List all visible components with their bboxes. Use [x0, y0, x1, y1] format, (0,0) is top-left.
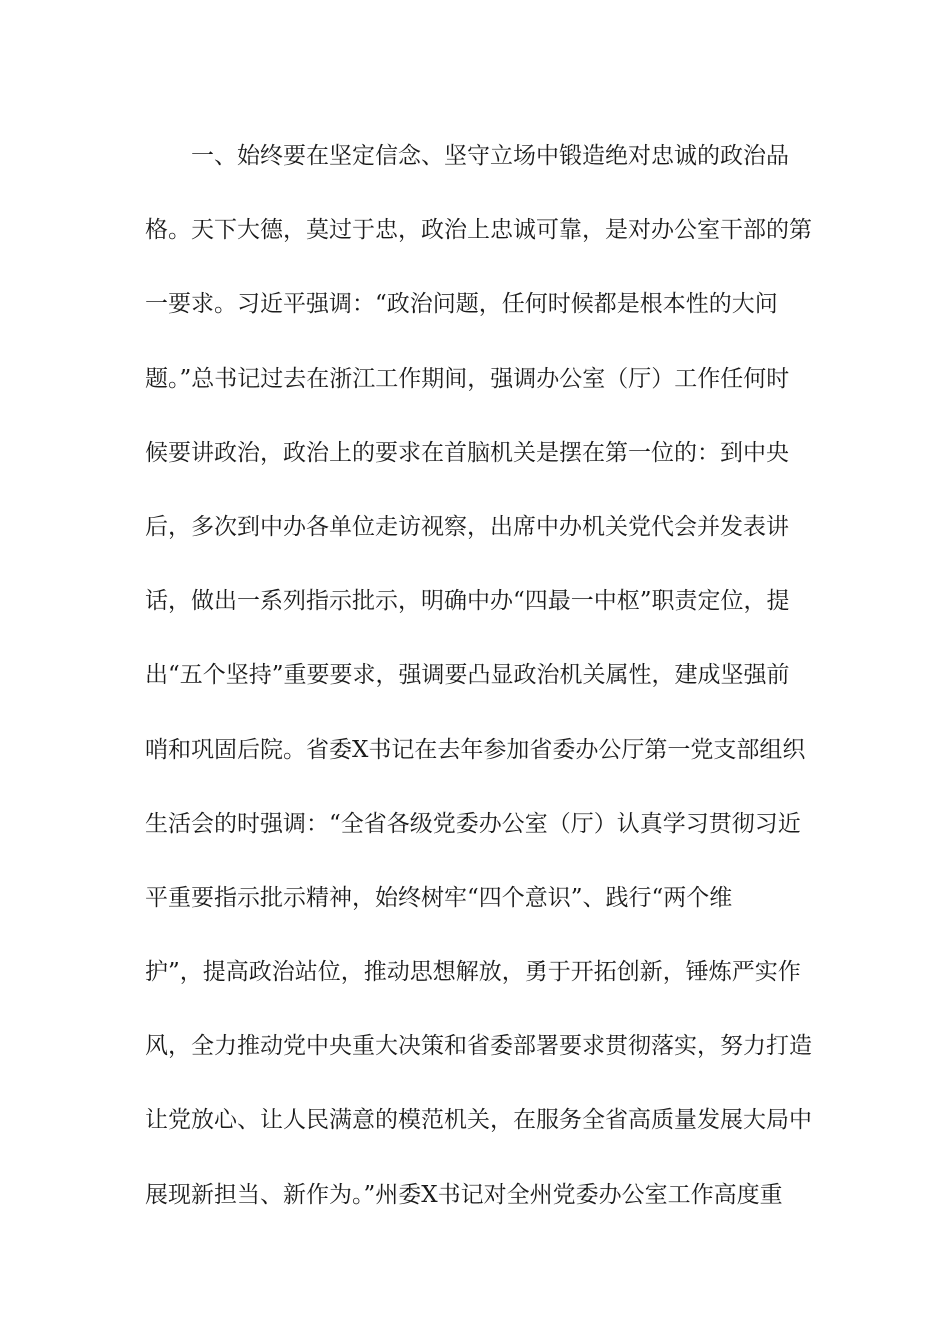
text-line: 护”，提高政治站位，推动思想解放，勇于开拓创新，锤炼严实作 [145, 959, 801, 986]
body-paragraph [145, 133, 812, 1246]
text-line: 让党放心、让人民满意的模范机关，在服务全省高质量发展大局中 [145, 1107, 812, 1134]
text-line: 一要求。习近平强调：“政治问题，任何时候都是根本性的大问 [145, 291, 778, 318]
text-line: 生活会的时强调：“全省各级党委办公室（厅）认真学习贯彻习近 [145, 810, 801, 837]
text-line: 一、始终要在坚定信念、坚守立场中锻造绝对忠诚的政治品 [191, 143, 789, 169]
text-line: 格。天下大德，莫过于忠，政治上忠诚可靠，是对办公室干部的第 [145, 217, 812, 244]
text-line: 出“五个坚持”重要要求，强调要凸显政治机关属性，建成坚强前 [145, 662, 790, 689]
text-line: 后，多次到中办各单位走访视察，出席中办机关党代会并发表讲 [145, 513, 789, 540]
text-line: 平重要指示批示精神，始终树牢“四个意识”、践行“两个维 [145, 884, 733, 911]
text-line: 话，做出一系列指示批示，明确中办“四最一中枢”职责定位，提 [145, 588, 790, 615]
text-line: 题。”总书记过去在浙江工作期间，强调办公室（厅）工作任何时 [145, 365, 790, 392]
text-line: 哨和巩固后院。省委X书记在去年参加省委办公厅第一党支部组织 [145, 736, 806, 763]
text-line: 候要讲政治，政治上的要求在首脑机关是摆在第一位的：到中央 [145, 439, 789, 466]
text-line: 展现新担当、新作为。”州委X书记对全州党委办公室工作高度重 [145, 1181, 783, 1208]
text-line: 风，全力推动党中央重大决策和省委部署要求贯彻落实，努力打造 [145, 1033, 812, 1060]
